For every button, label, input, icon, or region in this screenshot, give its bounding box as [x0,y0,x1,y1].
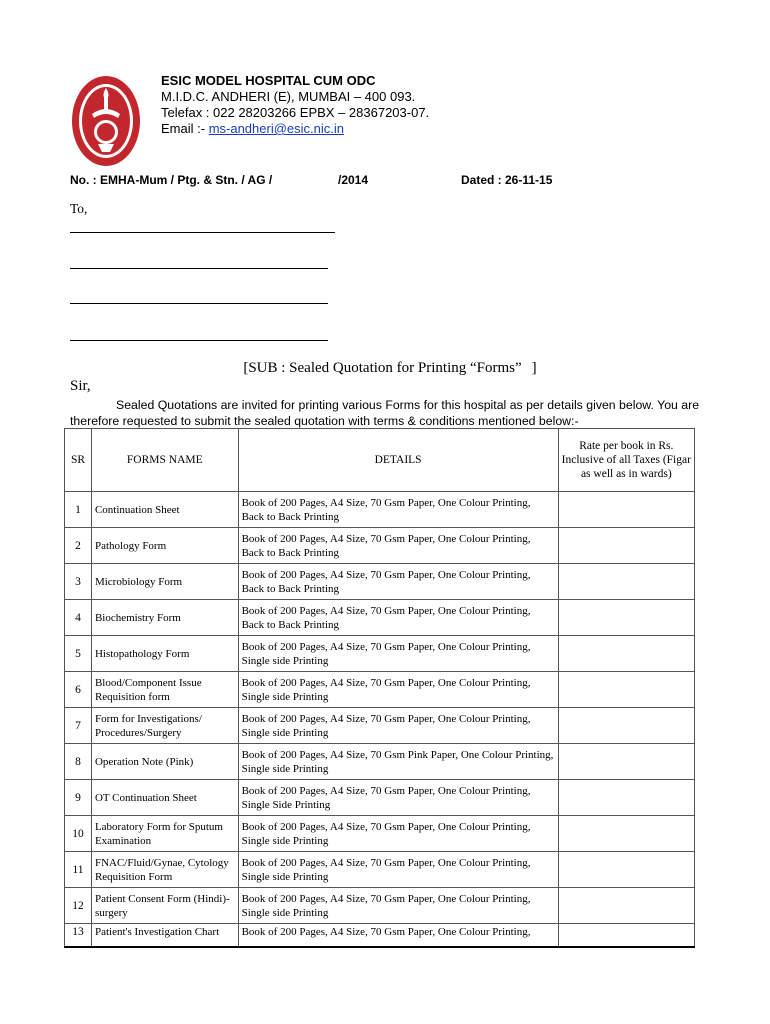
cell-sr: 2 [65,528,92,564]
table-header-row [65,429,695,492]
cell-rate-input[interactable] [558,744,694,780]
cell-details: Book of 200 Pages, A4 Size, 70 Gsm Paper, One Colour Printing, Single side Printing [238,816,558,852]
table-row [65,492,695,528]
intro-paragraph [70,397,700,429]
cell-rate-input[interactable] [558,528,694,564]
cell-rate-input[interactable] [558,636,694,672]
address-blank-line [70,232,335,233]
subject-text: [SUB : Sealed Quotation for Printing “Forms” [243,360,522,376]
cell-form-name: FNAC/Fluid/Gynae, Cytology Requisition Form [91,852,238,888]
hospital-name: ESIC MODEL HOSPITAL CUM ODC [161,73,376,88]
forms-table [64,428,695,948]
cell-details: Book of 200 Pages, A4 Size, 70 Gsm Paper, One Colour Printing, Single Side Printing [238,780,558,816]
table-row [65,600,695,636]
cell-rate-input[interactable] [558,492,694,528]
cell-sr: 9 [65,780,92,816]
reference-year: /2014 [338,173,369,187]
cell-form-name: Biochemistry Form [91,600,238,636]
table-row [65,852,695,888]
cell-details: Book of 200 Pages, A4 Size, 70 Gsm Pink Paper, One Colour Printing, Single side Printing [238,744,558,780]
cell-form-name: OT Continuation Sheet [91,780,238,816]
table-row [65,564,695,600]
cell-rate-input[interactable] [558,672,694,708]
table-row [65,744,695,780]
cell-form-name: Pathology Form [91,528,238,564]
table-row [65,672,695,708]
cell-rate-input[interactable] [558,888,694,924]
subject-bracket: ] [531,360,537,376]
cell-sr: 1 [65,492,92,528]
table-row [65,780,695,816]
cell-sr: 6 [65,672,92,708]
cell-rate-input[interactable] [558,852,694,888]
esic-logo-icon [70,74,142,168]
cell-details: Book of 200 Pages, A4 Size, 70 Gsm Paper, One Colour Printing, Back to Back Printing [238,528,558,564]
cell-details: Book of 200 Pages, A4 Size, 70 Gsm Paper, One Colour Printing, Single side Printing [238,672,558,708]
cell-form-name: Operation Note (Pink) [91,744,238,780]
table-row [65,888,695,924]
table-row [65,924,695,948]
cell-details: Book of 200 Pages, A4 Size, 70 Gsm Paper, One Colour Printing, Single side Printing [238,708,558,744]
cell-rate-input[interactable] [558,600,694,636]
table-row [65,528,695,564]
cell-details: Book of 200 Pages, A4 Size, 70 Gsm Paper, One Colour Printing, Back to Back Printing [238,492,558,528]
cell-form-name: Laboratory Form for Sputum Examination [91,816,238,852]
cell-sr: 3 [65,564,92,600]
address-blank-line [70,268,328,269]
header-details: DETAILS [238,429,558,492]
header-sr: SR [65,429,92,492]
address-blank-line [70,340,328,341]
cell-sr: 4 [65,600,92,636]
hospital-address: M.I.D.C. ANDHERI (E), MUMBAI – 400 093. [161,89,416,104]
letterhead [161,73,429,137]
salutation: Sir, [70,378,91,394]
cell-sr: 5 [65,636,92,672]
cell-form-name: Form for Investigations/ Procedures/Surgery [91,708,238,744]
header-rate: Rate per book in Rs. Inclusive of all Taxes (Figar as well as in wards) [558,429,694,492]
header-forms-name: FORMS NAME [91,429,238,492]
telefax-line: Telefax : 022 28203266 EPBX – 28367203-07. [161,105,430,120]
cell-sr: 7 [65,708,92,744]
addressee-label: To, [70,201,88,216]
cell-sr: 8 [65,744,92,780]
cell-sr: 12 [65,888,92,924]
cell-form-name: Patient's Investigation Chart [91,924,238,948]
cell-sr: 11 [65,852,92,888]
table-row [65,636,695,672]
email-link[interactable]: ms-andheri@esic.nic.in [208,121,344,136]
reference-number: No. : EMHA-Mum / Ptg. & Stn. / AG / [70,173,273,187]
cell-sr: 10 [65,816,92,852]
cell-details: Book of 200 Pages, A4 Size, 70 Gsm Paper, One Colour Printing, [238,924,558,948]
cell-rate-input[interactable] [558,780,694,816]
cell-details: Book of 200 Pages, A4 Size, 70 Gsm Paper, One Colour Printing, Back to Back Printing [238,600,558,636]
cell-form-name: Microbiology Form [91,564,238,600]
table-row [65,816,695,852]
email-line [161,121,429,137]
email-label: Email :- [161,121,206,136]
cell-rate-input[interactable] [558,816,694,852]
cell-form-name: Patient Consent Form (Hindi)-surgery [91,888,238,924]
table-row [65,708,695,744]
cell-sr: 13 [65,924,92,948]
cell-rate-input[interactable] [558,924,694,948]
cell-form-name: Continuation Sheet [91,492,238,528]
cell-form-name: Histopathology Form [91,636,238,672]
cell-rate-input[interactable] [558,708,694,744]
cell-details: Book of 200 Pages, A4 Size, 70 Gsm Paper, One Colour Printing, Single side Printing [238,888,558,924]
cell-form-name: Blood/Component Issue Requisition form [91,672,238,708]
cell-details: Book of 200 Pages, A4 Size, 70 Gsm Paper, One Colour Printing, Back to Back Printing [238,564,558,600]
reference-date: Dated : 26-11-15 [461,173,553,187]
cell-details: Book of 200 Pages, A4 Size, 70 Gsm Paper, One Colour Printing, Single side Printing [238,852,558,888]
subject-line [0,360,770,377]
address-blank-line [70,303,328,304]
cell-rate-input[interactable] [558,564,694,600]
cell-details: Book of 200 Pages, A4 Size, 70 Gsm Paper, One Colour Printing, Single side Printing [238,636,558,672]
intro-text: Sealed Quotations are invited for printing various Forms for this hospital as per details given below. You are therefore requested to submit the sealed quotation with terms & conditions mentioned below:- [70,398,700,428]
